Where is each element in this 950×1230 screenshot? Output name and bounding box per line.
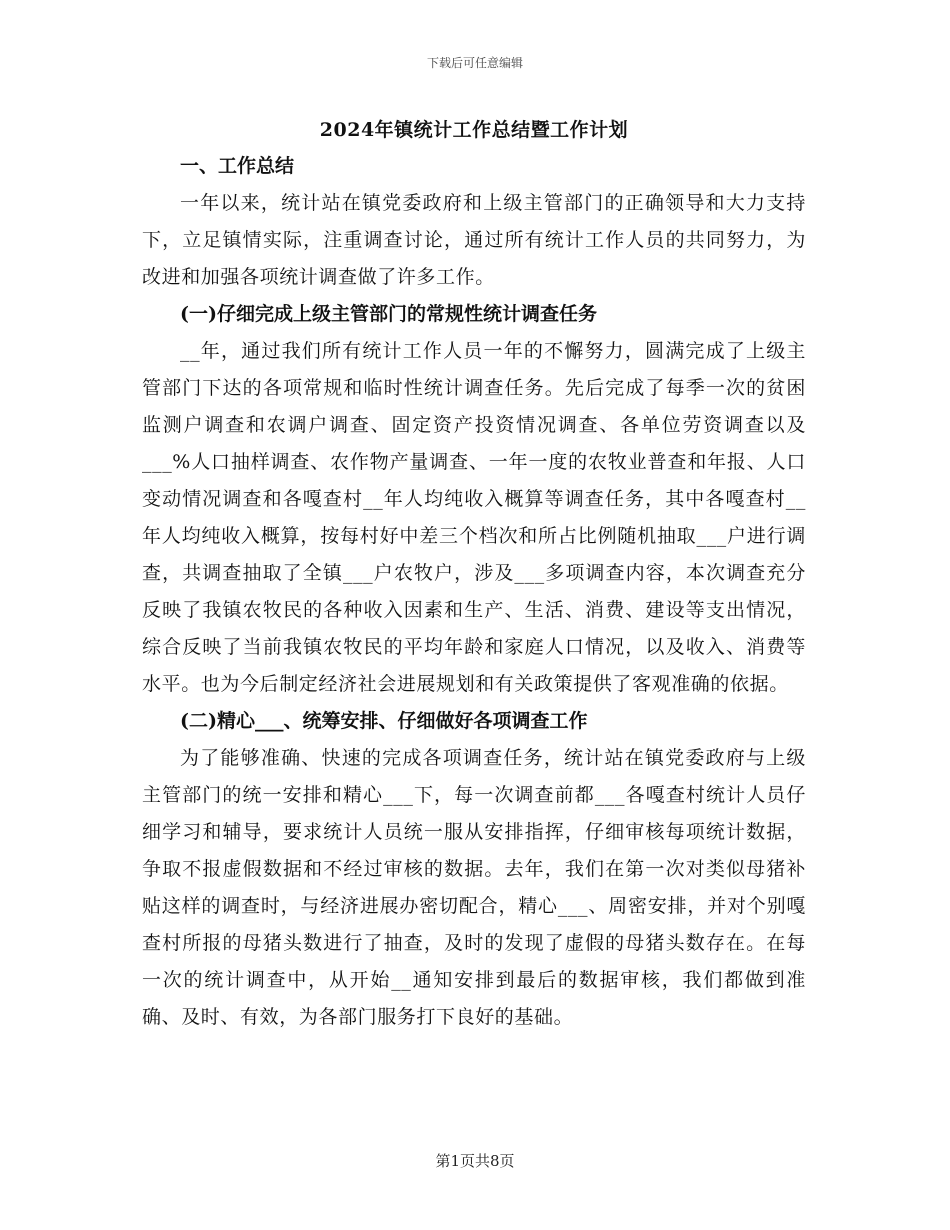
document-body — [142, 112, 806, 1036]
subsection-heading-2: (二)精心___、统筹安排、仔细做好各项调查工作 — [180, 710, 588, 732]
subsection-heading-1: (一)仔细完成上级主管部门的常规性统计调查任务 — [180, 303, 597, 325]
paragraph-survey-work: 为了能够准确、快速的完成各项调查任务，统计站在镇党委政府与上级主管部门的统一安排和精心___下，每一次调查前都___各嘎查村统计人员仔细学习和辅导，要求统计人员统一服从安排指挥，仔细审核每项统计数据，争取不报虚假数据和不经过审核的数据。去年，我们在第一次对类似母猪补贴这样的调查时，与经济进展办密切配合，精心___、周密安排，并对个别嘎查村所报的母猪头数进行了抽查，及时的发现了虚假的母猪头数存在。在每一次的统计调查中，从开始__通知安排到最后的数据审核，我们都做到准确、及时、有效，为各部门服务打下良好的基础。 — [142, 747, 806, 1028]
page-number: 第1页共8页 — [435, 1152, 515, 1170]
paragraph-routine-surveys: __年，通过我们所有统计工作人员一年的不懈努力，圆满完成了上级主管部门下达的各项常规和临时性统计调查任务。先后完成了每季一次的贫困监测户调查和农调户调查、固定资产投资情况调查、各单位劳资调查以及___%人口抽样调查、农作物产量调查、一年一度的农牧业普查和年报、人口变动情况调查和各嘎查村__年人均纯收入概算等调查任务，其中各嘎查村__年人均纯收入概算，按每村好中差三个档次和所占比例随机抽取___户进行调查，共调查抽取了全镇___户农牧户，涉及___多项调查内容，本次调查充分反映了我镇农牧民的各种收入因素和生产、生活、消费、建设等支出情况，综合反映了当前我镇农牧民的平均年龄和家庭人口情况，以及收入、消费等水平。也为今后制定经济社会进展规划和有关政策提供了客观准确的依据。 — [142, 340, 806, 695]
paragraph-intro: 一年以来，统计站在镇党委政府和上级主管部门的正确领导和大力支持下，立足镇情实际，注重调查讨论，通过所有统计工作人员的共同努力，为改进和加强各项统计调查做了许多工作。 — [142, 192, 806, 288]
section-heading-summary: 一、工作总结 — [180, 155, 295, 177]
document-title: 2024年镇统计工作总结暨工作计划 — [319, 119, 629, 141]
header-note: 下载后可任意编辑 — [426, 56, 523, 70]
